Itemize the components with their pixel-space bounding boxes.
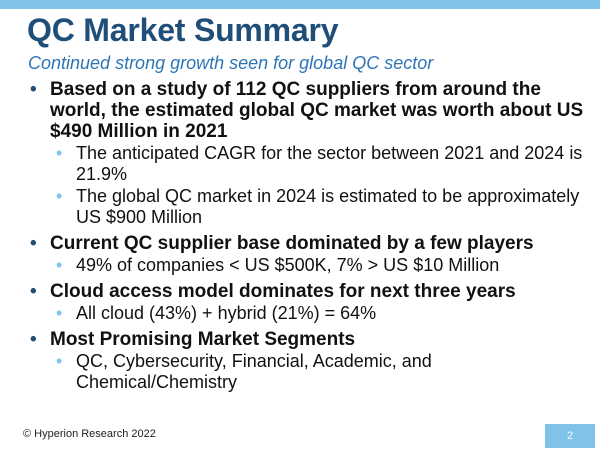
copyright-footer: © Hyperion Research 2022 — [23, 428, 156, 440]
bullet-icon: • — [30, 79, 37, 100]
bullet-icon: • — [56, 143, 63, 163]
bullet-text: Most Promising Market Segments — [50, 329, 356, 350]
bullet-cloud-access — [30, 281, 585, 302]
bullet-market-study — [30, 79, 585, 142]
bullet-icon: • — [56, 255, 63, 275]
sub-bullet-text: The anticipated CAGR for the sector between 2021 and 2024 is 21.9% — [76, 143, 583, 184]
sub-bullet-text: 49% of companies < US $500K, 7% > US $10 Million — [76, 255, 500, 275]
bullet-icon: • — [30, 329, 37, 350]
sub-bullet-company-sizes — [30, 255, 585, 276]
bullet-icon: • — [56, 351, 63, 371]
bullet-icon: • — [56, 303, 63, 323]
slide-subtitle: Continued strong growth seen for global QC sector — [28, 53, 434, 73]
bullet-icon: • — [30, 281, 37, 302]
bullet-icon: • — [56, 186, 63, 206]
sub-bullet-text: All cloud (43%) + hybrid (21%) = 64% — [76, 303, 377, 323]
bullet-supplier-base — [30, 233, 585, 254]
sub-bullet-cagr — [30, 143, 585, 185]
sub-bullet-cloud-share — [30, 303, 585, 324]
page-number-badge: 2 — [545, 424, 595, 448]
slide-title: QC Market Summary — [27, 12, 339, 48]
sub-bullet-text: QC, Cybersecurity, Financial, Academic, and Chemical/Chemistry — [76, 351, 432, 392]
bullet-text: Based on a study of 112 QC suppliers from around the world, the estimated global QC market was worth about US $490 Million in 2021 — [50, 79, 584, 142]
bullet-icon: • — [30, 233, 37, 254]
bullet-text: Current QC supplier base dominated by a few players — [50, 233, 534, 254]
bullet-list — [30, 78, 585, 393]
sub-bullet-text: The global QC market in 2024 is estimated to be approximately US $900 Million — [76, 186, 580, 227]
sub-bullet-2024-market — [30, 186, 585, 228]
bullet-market-segments — [30, 329, 585, 350]
top-accent-bar — [0, 0, 600, 9]
bullet-text: Cloud access model dominates for next three years — [50, 281, 516, 302]
sub-bullet-segments — [30, 351, 585, 393]
